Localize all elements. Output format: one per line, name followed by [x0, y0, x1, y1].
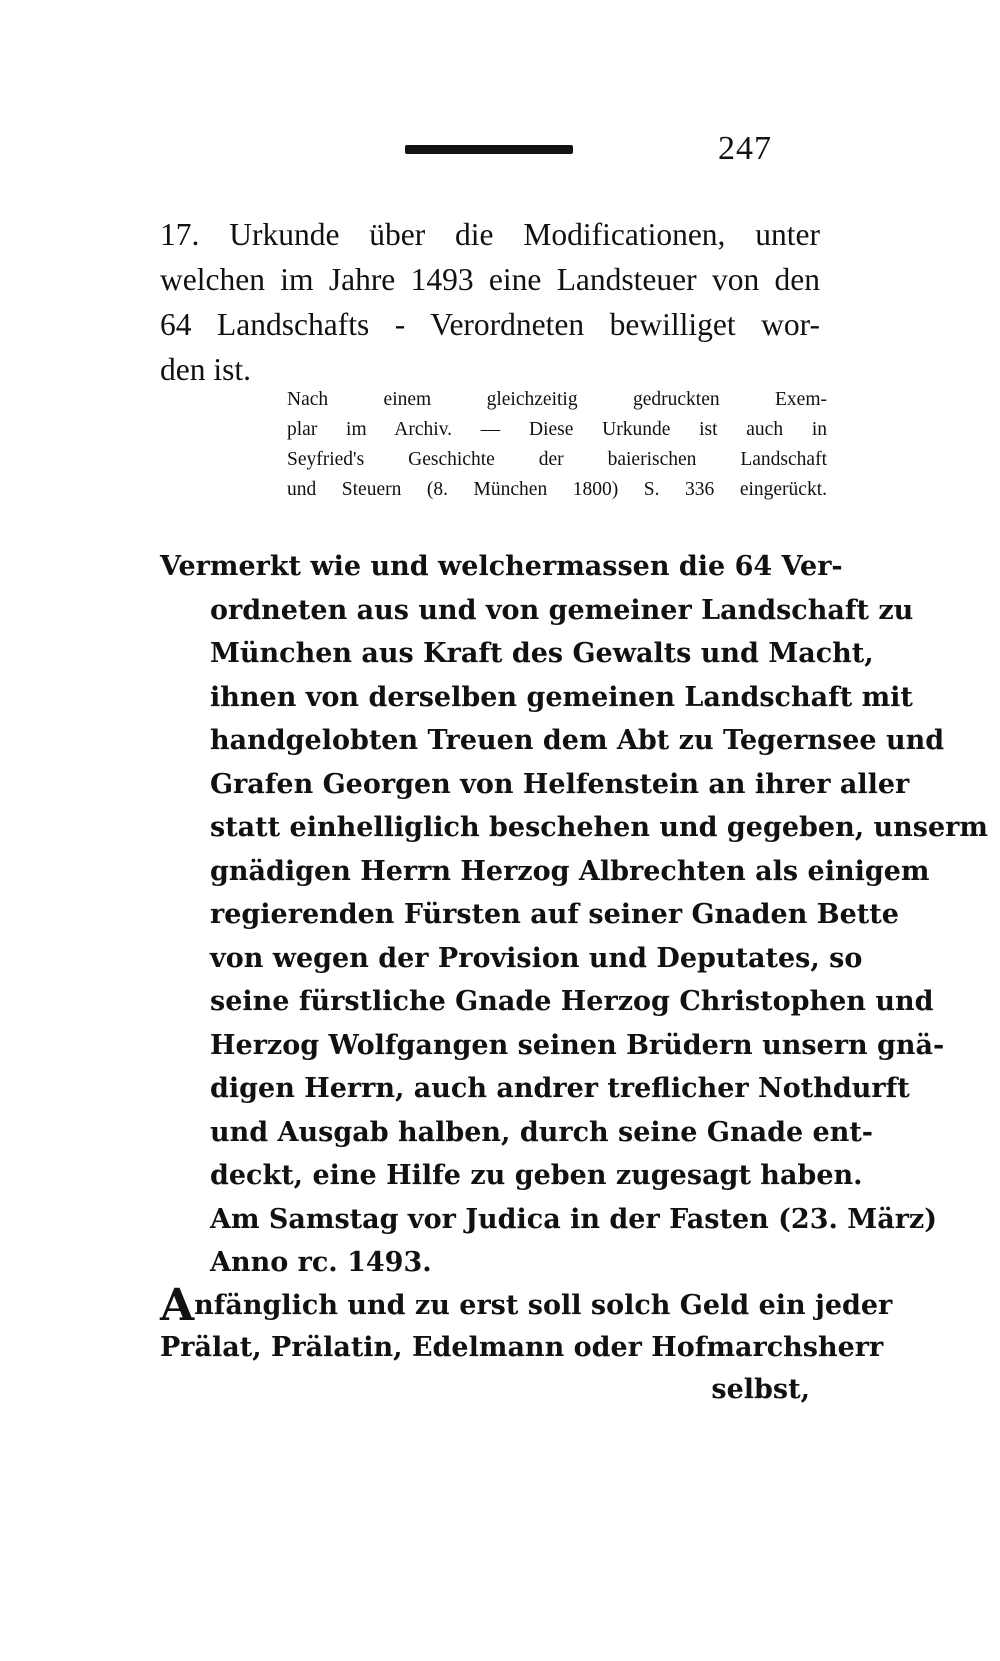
heading-line: den ist.: [160, 352, 251, 387]
body-line: regierenden Fürsten auf seiner Gnaden Bette: [210, 899, 899, 930]
body-line: München aus Kraft des Gewalts und Macht,: [210, 638, 874, 669]
document-heading: [160, 212, 820, 392]
note-line: Seyfried's Geschichte der baierischen Landschaft: [287, 449, 827, 470]
body-line: seine fürstliche Gnade Herzog Christophen und: [210, 986, 934, 1017]
body-line: Herzog Wolfgangen seinen Brüdern unsern gnä-: [210, 1029, 945, 1061]
header-rule: [405, 145, 573, 154]
body-line: digen Herrn, auch andrer treflicher Nothdurft: [210, 1073, 910, 1104]
body-line: Anno rc. 1493.: [210, 1247, 432, 1278]
initial-letter: A: [160, 1280, 195, 1331]
body-line: deckt, eine Hilfe zu geben zugesagt haben.: [210, 1160, 863, 1191]
body-line: statt einhelliglich beschehen und gegeben, unserm: [210, 812, 988, 843]
second-paragraph: [160, 1280, 893, 1411]
page-number: 247: [718, 130, 772, 167]
paragraph-line-text: nfänglich und zu erst soll solch Geld ein jeder: [194, 1290, 893, 1321]
note-line: Nach einem gleichzeitig gedruckten Exem-: [287, 389, 827, 410]
body-line: von wegen der Provision und Deputates, so: [210, 942, 863, 974]
body-line: gnädigen Herrn Herzog Albrechten als einigem: [210, 855, 930, 887]
document-text: [160, 545, 988, 1285]
note-line: plar im Archiv. — Diese Urkunde ist auch in: [287, 419, 827, 440]
body-line: ordneten aus und von gemeiner Landschaft zu: [210, 594, 914, 626]
paragraph-line: Prälat, Prälatin, Edelmann oder Hofmarchsherr: [160, 1332, 884, 1363]
heading-line: 17. Urkunde über die Modificationen, unter: [160, 217, 820, 252]
catchword: selbst,: [711, 1374, 810, 1405]
body-line: Vermerkt wie und welchermassen die 64 Ver-: [160, 551, 843, 582]
note-line: und Steuern (8. München 1800) S. 336 eingerückt.: [287, 479, 827, 500]
body-line: ihnen von derselben gemeinen Landschaft mit: [210, 681, 913, 713]
paragraph-line: [160, 1280, 893, 1331]
body-line: Grafen Georgen von Helfenstein an ihrer aller: [210, 768, 910, 800]
source-note: [287, 385, 827, 505]
heading-line: 64 Landschafts - Verordneten bewilliget wor-: [160, 307, 820, 342]
body-line: handgelobten Treuen dem Abt zu Tegernsee und: [210, 725, 945, 756]
body-line: Am Samstag vor Judica in der Fasten (23. März): [210, 1203, 938, 1235]
heading-line: welchen im Jahre 1493 eine Landsteuer von den: [160, 262, 820, 297]
body-line: und Ausgab halben, durch seine Gnade ent-: [210, 1116, 874, 1148]
